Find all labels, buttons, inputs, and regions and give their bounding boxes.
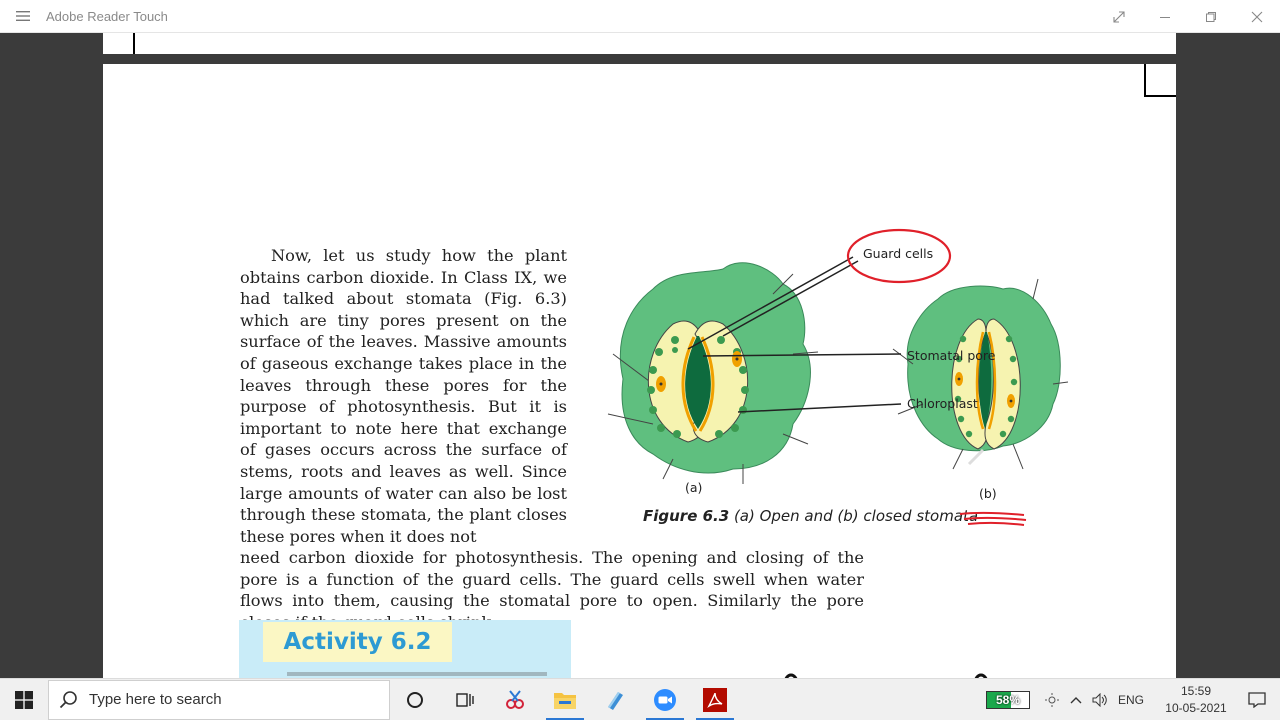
paragraph-text: Now, let us study how the plant obtains carbon dioxide. In Class IX, we had talked about stomata (Fig. 6.3) which are tiny pores present on the surface of the leaves. Massive amounts of gaseous exchange takes place in the leaves through these pores for the purpose of photosynthesis. But it is important to note here that exchange of gases occurs across the surface of stems, roots and leaves as well. Since large amounts of water can also be lost through these stomata, the plant closes these pores when it does not bbox=[240, 246, 567, 546]
open-stoma-drawing bbox=[608, 263, 818, 484]
stomata-illustration bbox=[593, 224, 1073, 534]
windows-start-icon[interactable] bbox=[0, 679, 48, 720]
taskbar bbox=[0, 678, 1280, 720]
document-viewport[interactable] bbox=[0, 33, 1280, 678]
activity-title: Activity 6.2 bbox=[263, 622, 452, 662]
label-a: (a) bbox=[685, 480, 703, 495]
clock-time: 15:59 bbox=[1180, 684, 1212, 698]
zoom-app-icon[interactable] bbox=[640, 679, 690, 720]
label-chloroplast: Chloroplast bbox=[907, 396, 978, 411]
task-view-icon[interactable] bbox=[440, 679, 490, 720]
figure-caption bbox=[643, 507, 978, 525]
caption-text: (a) Open and (b) closed stomata bbox=[729, 507, 979, 525]
hamburger-icon[interactable] bbox=[0, 0, 46, 33]
activity-box bbox=[239, 620, 571, 678]
label-guard-cells: Guard cells bbox=[863, 246, 934, 261]
activity-text-cutoff bbox=[287, 672, 547, 676]
document-page bbox=[103, 64, 1176, 678]
label-b: (b) bbox=[979, 486, 997, 501]
system-clock[interactable] bbox=[1158, 683, 1234, 717]
close-icon[interactable] bbox=[1234, 0, 1280, 33]
apparatus-drawing-top bbox=[773, 664, 1033, 678]
page-crop-mark bbox=[133, 33, 135, 54]
notification-icon[interactable] bbox=[1234, 679, 1280, 720]
language-indicator[interactable]: ENG bbox=[1117, 693, 1144, 707]
label-stomatal-pore: Stomatal pore bbox=[907, 348, 996, 363]
adobe-reader-icon[interactable] bbox=[690, 679, 740, 720]
paragraph-continuation: need carbon dioxide for photosynthesis. The opening and closing of the pore is a function of the guard cells. The guard cells swell when water flows into them, causing the stomatal pore to open. Similarly the pore bbox=[240, 548, 864, 611]
file-explorer-icon[interactable] bbox=[540, 679, 590, 720]
task-view-cortana-icon[interactable] bbox=[390, 679, 440, 720]
paragraph-column bbox=[240, 245, 567, 547]
title-bar bbox=[0, 0, 1280, 33]
closed-stoma-drawing bbox=[893, 279, 1068, 469]
fullscreen-icon[interactable] bbox=[1096, 0, 1142, 33]
battery-indicator[interactable] bbox=[986, 691, 1030, 709]
clock-date: 10-05-2021 bbox=[1165, 701, 1227, 715]
system-tray bbox=[986, 679, 1280, 720]
notes-app-icon[interactable] bbox=[590, 679, 640, 720]
search-placeholder: Type here to search bbox=[89, 691, 222, 708]
app-title: Adobe Reader Touch bbox=[46, 8, 168, 24]
stomata-figure bbox=[593, 224, 1073, 534]
battery-percent: 58% bbox=[995, 693, 1020, 707]
search-icon bbox=[59, 690, 79, 710]
taskbar-search-box[interactable] bbox=[48, 680, 390, 720]
page-crop-mark bbox=[1144, 64, 1176, 97]
previous-page-edge bbox=[103, 33, 1176, 54]
caption-figure-number: Figure 6.3 bbox=[643, 507, 730, 525]
brightness-icon[interactable] bbox=[1040, 679, 1064, 720]
restore-icon[interactable] bbox=[1188, 0, 1234, 33]
minimize-icon[interactable] bbox=[1142, 0, 1188, 33]
chevron-up-icon[interactable] bbox=[1064, 679, 1088, 720]
red-strike-annotation bbox=[958, 510, 1028, 528]
volume-icon[interactable] bbox=[1088, 679, 1112, 720]
snipping-tool-icon[interactable] bbox=[490, 679, 540, 720]
